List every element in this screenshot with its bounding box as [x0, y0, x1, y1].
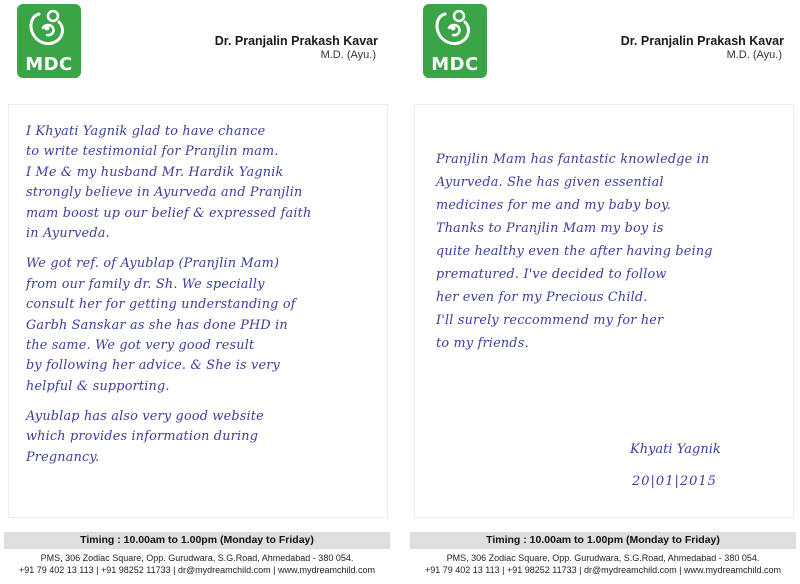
- doctor-name: Dr. Pranjalin Prakash Kavar: [620, 34, 784, 48]
- footer-address: [410, 552, 796, 576]
- footer-address: [4, 552, 390, 576]
- mdc-logo: [423, 4, 487, 78]
- text-line: Thanks to Pranjlin Mam my boy is: [436, 221, 664, 236]
- text-line: mam boost up our belief & expressed faith: [26, 205, 312, 221]
- address-line: PMS, 306 Zodiac Square, Opp. Gurudwara, S.G.Road, Ahmedabad - 380 054.: [40, 553, 354, 563]
- text-line: the same. We got very good result: [26, 337, 255, 353]
- signature-date: 20|01|2015: [632, 474, 717, 489]
- address-line: PMS, 306 Zodiac Square, Opp. Gurudwara, S.G.Road, Ahmedabad - 380 054.: [446, 553, 760, 563]
- handwritten-text: [26, 122, 311, 468]
- text-line: her even for my Precious Child.: [436, 290, 648, 305]
- text-line: by following her advice. & She is very: [26, 358, 280, 374]
- mdc-logo: [17, 4, 81, 78]
- text-line: Garbh Sanskar as she has done PHD in: [26, 317, 288, 333]
- mother-child-icon: [17, 4, 81, 56]
- text-line: to write testimonial for Pranjlin mam.: [26, 144, 279, 160]
- text-line: Ayublap has also very good website: [26, 409, 264, 425]
- text-line: Pranjlin Mam has fantastic knowledge in: [436, 152, 710, 167]
- text-line: from our family dr. Sh. We specially: [26, 276, 265, 292]
- contact-line: +91 79 402 13 113 | +91 98252 11733 | dr@mydreamchild.com | www.mydreamchild.com: [424, 565, 781, 575]
- mother-child-icon: [423, 4, 487, 56]
- logo-text: MDC: [25, 54, 73, 75]
- handwritten-text: [436, 148, 713, 355]
- doctor-header: [621, 34, 784, 61]
- contact-line: +91 79 402 13 113 | +91 98252 11733 | dr@mydreamchild.com | www.mydreamchild.com: [18, 565, 375, 575]
- testimonial-page-1: [4, 0, 390, 584]
- text-line: which provides information during: [26, 429, 259, 445]
- paragraph-gap: [26, 397, 311, 407]
- text-line: helpful & supporting.: [26, 378, 170, 394]
- doctor-degree: M.D. (Ayu.): [320, 49, 376, 61]
- text-line: Ayurveda. She has given essential: [436, 175, 664, 190]
- doctor-header: [215, 34, 378, 61]
- text-line: in Ayurveda.: [26, 225, 110, 241]
- text-line: I Me & my husband Mr. Hardik Yagnik: [26, 164, 284, 180]
- text-line: I'll surely reccommend my for her: [436, 313, 664, 328]
- signature: Khyati Yagnik: [630, 442, 721, 457]
- text-line: Pregnancy.: [26, 449, 100, 465]
- paragraph-gap: [26, 244, 311, 254]
- timing-bar: Timing : 10.00am to 1.00pm (Monday to Friday): [410, 532, 796, 549]
- doctor-degree: M.D. (Ayu.): [726, 49, 782, 61]
- text-line: medicines for me and my baby boy.: [436, 198, 672, 213]
- testimonial-page-2: [410, 0, 796, 584]
- text-line: to my friends.: [436, 336, 529, 351]
- doctor-name: Dr. Pranjalin Prakash Kavar: [214, 34, 378, 48]
- text-line: quite healthy even the after having being: [436, 244, 713, 259]
- text-line: We got ref. of Ayublap (Pranjlin Mam): [26, 256, 280, 272]
- timing-bar: Timing : 10.00am to 1.00pm (Monday to Friday): [4, 532, 390, 549]
- text-line: consult her for getting understanding of: [26, 297, 296, 313]
- text-line: prematured. I've decided to follow: [436, 267, 667, 282]
- text-line: strongly believe in Ayurveda and Pranjlin: [26, 185, 303, 201]
- logo-text: MDC: [431, 54, 479, 75]
- text-line: I Khyati Yagnik glad to have chance: [26, 124, 266, 139]
